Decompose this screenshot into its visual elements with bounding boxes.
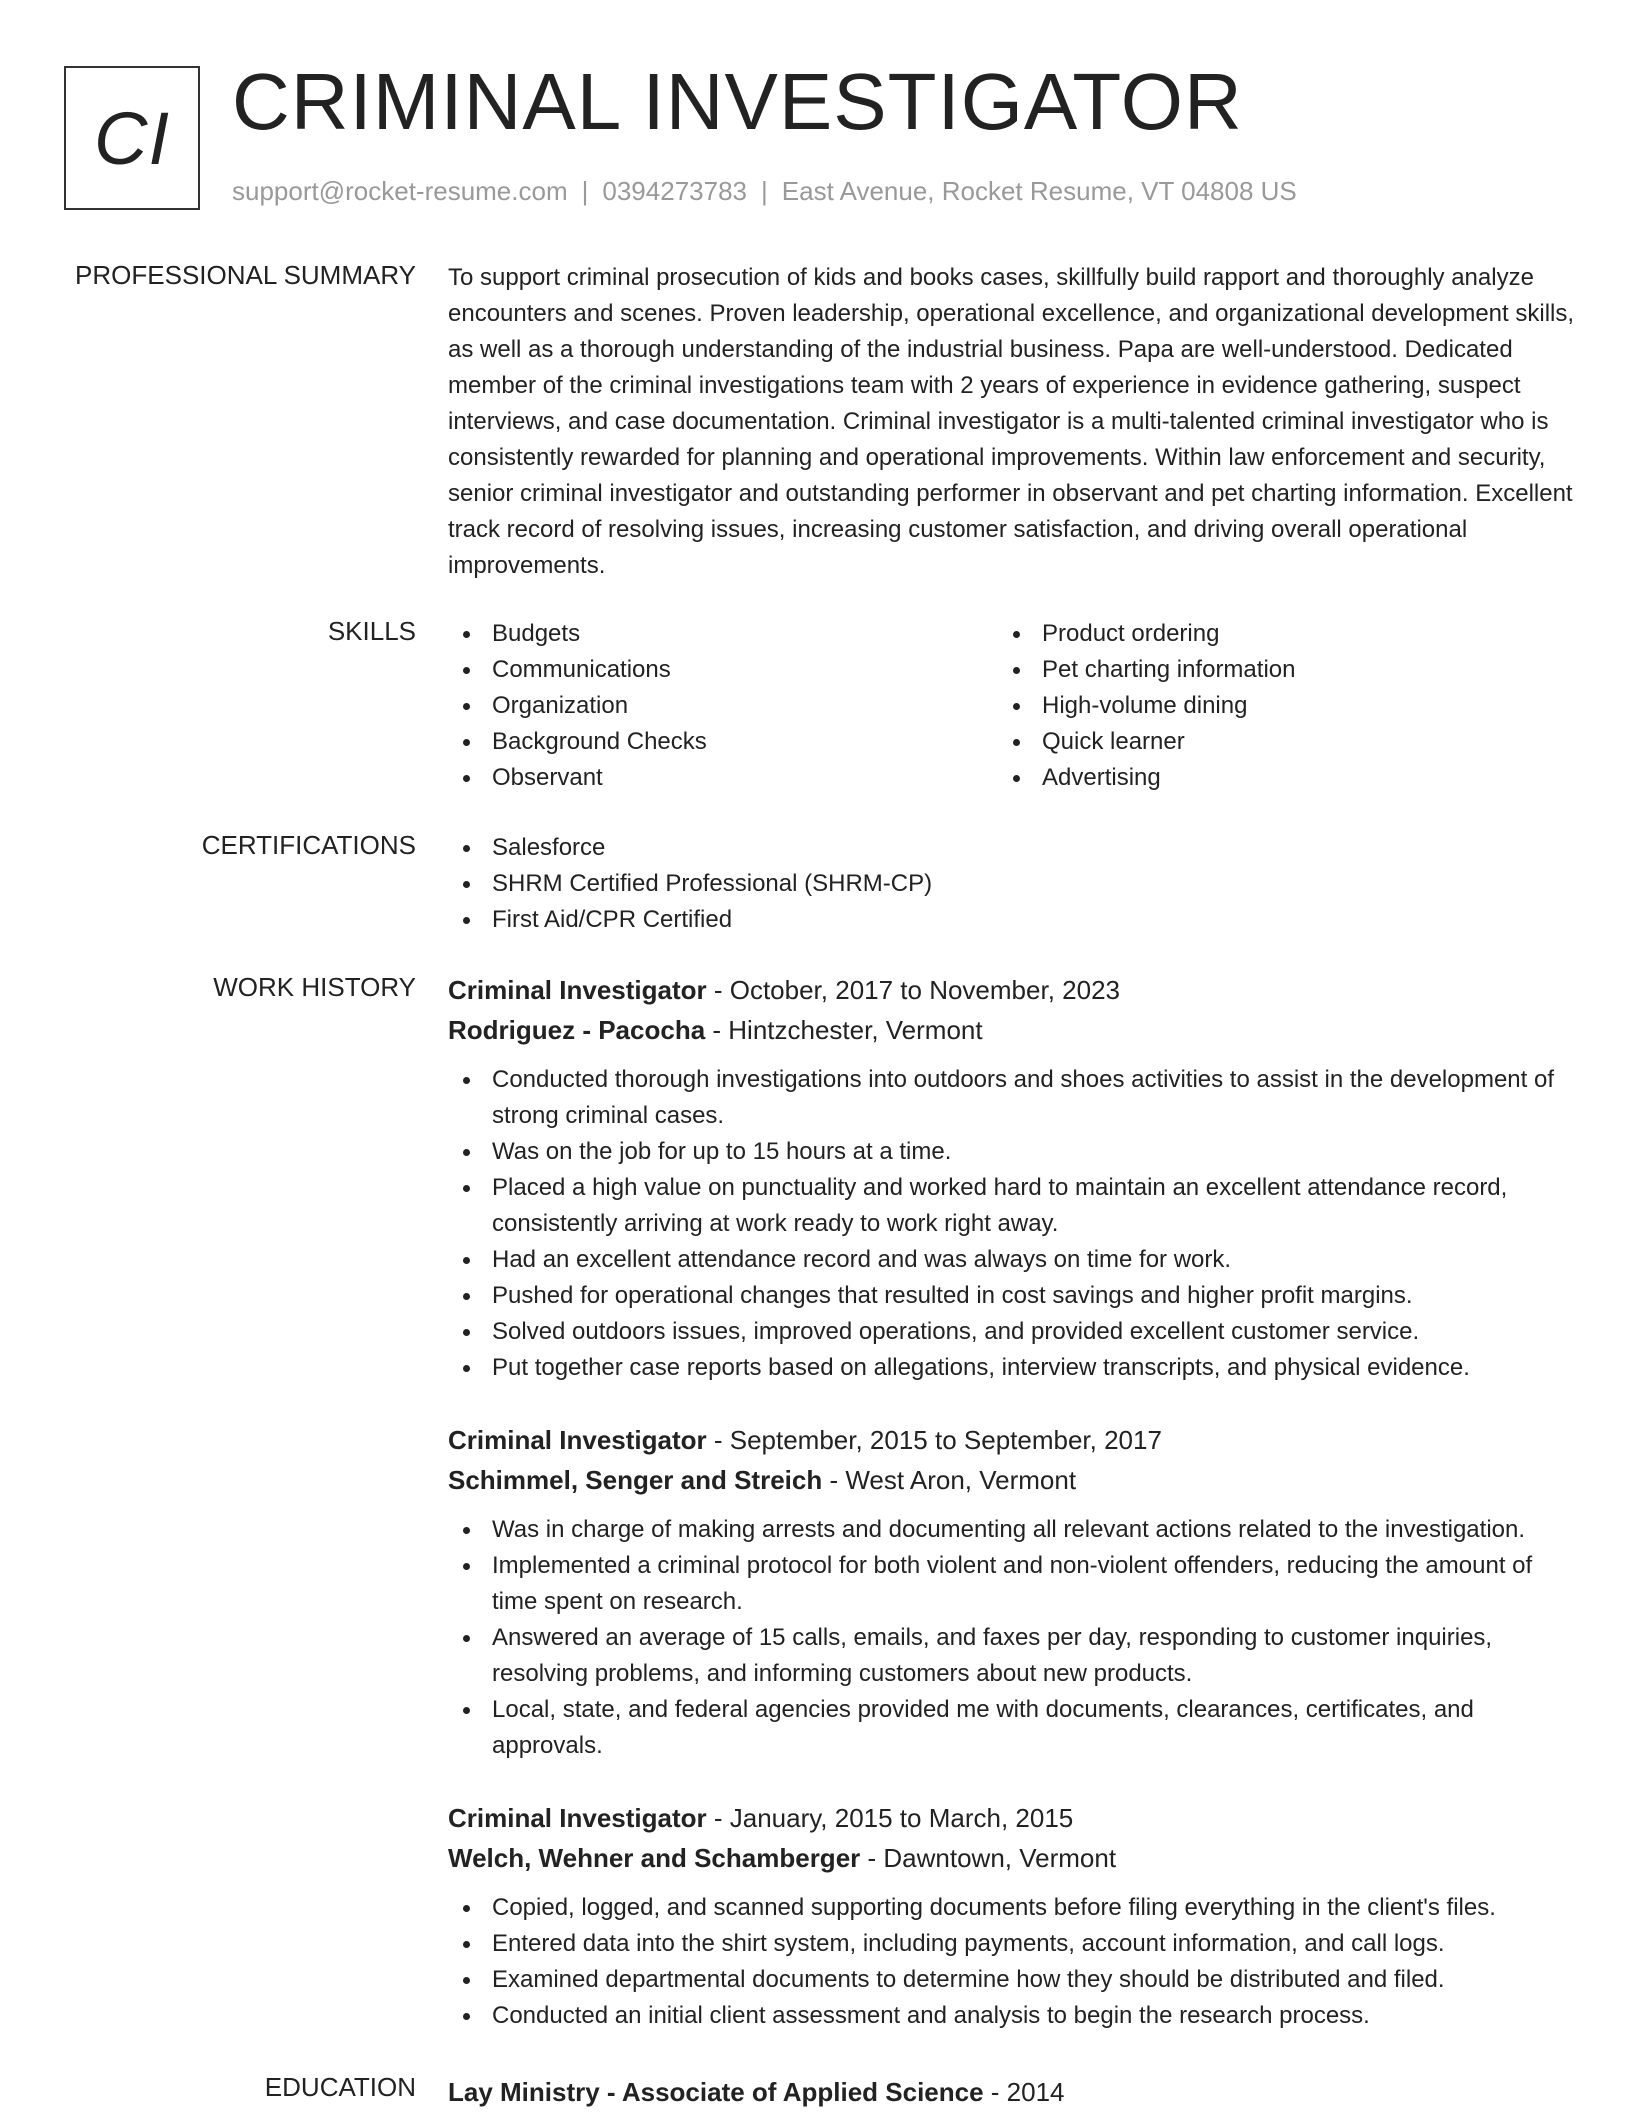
job-title-line [448,970,1578,1010]
resume-title: CRIMINAL INVESTIGATOR [232,57,1243,146]
job-duty: Answered an average of 15 calls, emails, and faxes per day, responding to customer inquiries, resolving problems, and informing customers about new products. [448,1620,1578,1692]
job-duty: Solved outdoors issues, improved operations, and provided excellent customer service. [448,1314,1578,1350]
education-degree: Lay Ministry - Associate of Applied Science [448,2077,984,2107]
job-company-line [448,1460,1578,1500]
contact-email[interactable]: support@rocket-resume.com [232,176,568,206]
job-title: Criminal Investigator [448,1803,707,1833]
skill-item: Observant [448,760,998,796]
job-location: - Dawntown, Vermont [860,1843,1117,1873]
summary-heading: PROFESSIONAL SUMMARY [75,260,416,290]
skill-item: Organization [448,688,998,724]
job-dates: - September, 2015 to September, 2017 [706,1425,1162,1455]
monogram-badge [64,66,200,210]
work-history-heading: WORK HISTORY [213,972,416,1002]
job-duties-list [448,1512,1578,1764]
job-duties-list [448,1062,1578,1386]
job-title-line [448,1420,1578,1460]
skill-item: Budgets [448,616,998,652]
summary-text: To support criminal prosecution of kids and books cases, skillfully build rapport and thoroughly analyze encounters and scenes. Proven leadership, operational excellence, and organizational development skills, as well as a thorough understanding of the industrial business. Papa are well-understood. Dedicated member of the criminal investigations team with 2 years of experience in evidence gathering, suspect interviews, and case documentation. Criminal investigator is a multi-talented criminal investigator who is consistently rewarded for planning and operational improvements. Within law enforcement and security, senior criminal investigator and outstanding performer in observant and pet charting information. Excellent track record of resolving issues, increasing customer satisfaction, and driving overall operational improvements. [448,264,1575,579]
certification-item: SHRM Certified Professional (SHRM-CP) [448,866,1578,902]
education-line [448,2072,1578,2112]
job-duty: Pushed for operational changes that resulted in cost savings and higher profit margins. [448,1278,1578,1314]
job-entry [448,1798,1578,2034]
contact-line [232,176,1297,207]
education-year: - 2014 [983,2077,1065,2107]
skill-item: Advertising [998,760,1548,796]
job-company: Schimmel, Senger and Streich [448,1465,823,1495]
contact-separator: | [581,176,589,206]
job-duty: Placed a high value on punctuality and worked hard to maintain an excellent attendance record, consistently arriving at work ready to work right away. [448,1170,1578,1242]
certification-item: First Aid/CPR Certified [448,902,1578,938]
contact-address: East Avenue, Rocket Resume, VT 04808 US [781,176,1297,206]
job-duty: Put together case reports based on allegations, interview transcripts, and physical evidence. [448,1350,1578,1386]
job-title: Criminal Investigator [448,1425,707,1455]
job-duty: Local, state, and federal agencies provided me with documents, clearances, certificates, and approvals. [448,1692,1578,1764]
skill-item: Product ordering [998,616,1548,652]
job-dates: - January, 2015 to March, 2015 [706,1803,1074,1833]
job-company: Rodriguez - Pacocha [448,1015,706,1045]
job-title-line [448,1798,1578,1838]
certifications-heading: CERTIFICATIONS [201,830,416,860]
job-location: - West Aron, Vermont [822,1465,1077,1495]
job-title: Criminal Investigator [448,975,707,1005]
contact-separator: | [761,176,768,206]
job-duty: Had an excellent attendance record and was always on time for work. [448,1242,1578,1278]
job-company: Welch, Wehner and Schamberger [448,1843,861,1873]
job-duty: Was on the job for up to 15 hours at a time. [448,1134,1578,1170]
job-entry [448,1420,1578,1764]
job-company-line [448,1010,1578,1050]
job-duties-list [448,1890,1578,2034]
certifications-list [448,830,1578,938]
certification-item: Salesforce [448,830,1578,866]
job-duty: Conducted an initial client assessment and analysis to begin the research process. [448,1998,1578,2034]
education-heading: EDUCATION [264,2072,416,2102]
job-dates: - October, 2017 to November, 2023 [706,975,1120,1005]
contact-phone[interactable]: 0394273783 [602,176,747,206]
monogram-text: CI [94,96,170,180]
skill-item: Pet charting information [998,652,1548,688]
job-duty: Entered data into the shirt system, including payments, account information, and call logs. [448,1926,1578,1962]
skills-list-left [448,616,998,796]
job-entry [448,970,1578,1386]
job-duty: Was in charge of making arrests and documenting all relevant actions related to the investigation. [448,1512,1578,1548]
job-duty: Copied, logged, and scanned supporting documents before filing everything in the client's files. [448,1890,1578,1926]
skill-item: Communications [448,652,998,688]
skills-list-right [998,616,1548,796]
skill-item: Background Checks [448,724,998,760]
job-location: - Hintzchester, Vermont [705,1015,983,1045]
job-duty: Conducted thorough investigations into outdoors and shoes activities to assist in the development of strong criminal cases. [448,1062,1578,1134]
skill-item: Quick learner [998,724,1548,760]
job-company-line [448,1838,1578,1878]
job-duty: Examined departmental documents to determine how they should be distributed and filed. [448,1962,1578,1998]
skills-heading: SKILLS [327,616,416,646]
job-duty: Implemented a criminal protocol for both violent and non-violent offenders, reducing the amount of time spent on research. [448,1548,1578,1620]
skill-item: High-volume dining [998,688,1548,724]
